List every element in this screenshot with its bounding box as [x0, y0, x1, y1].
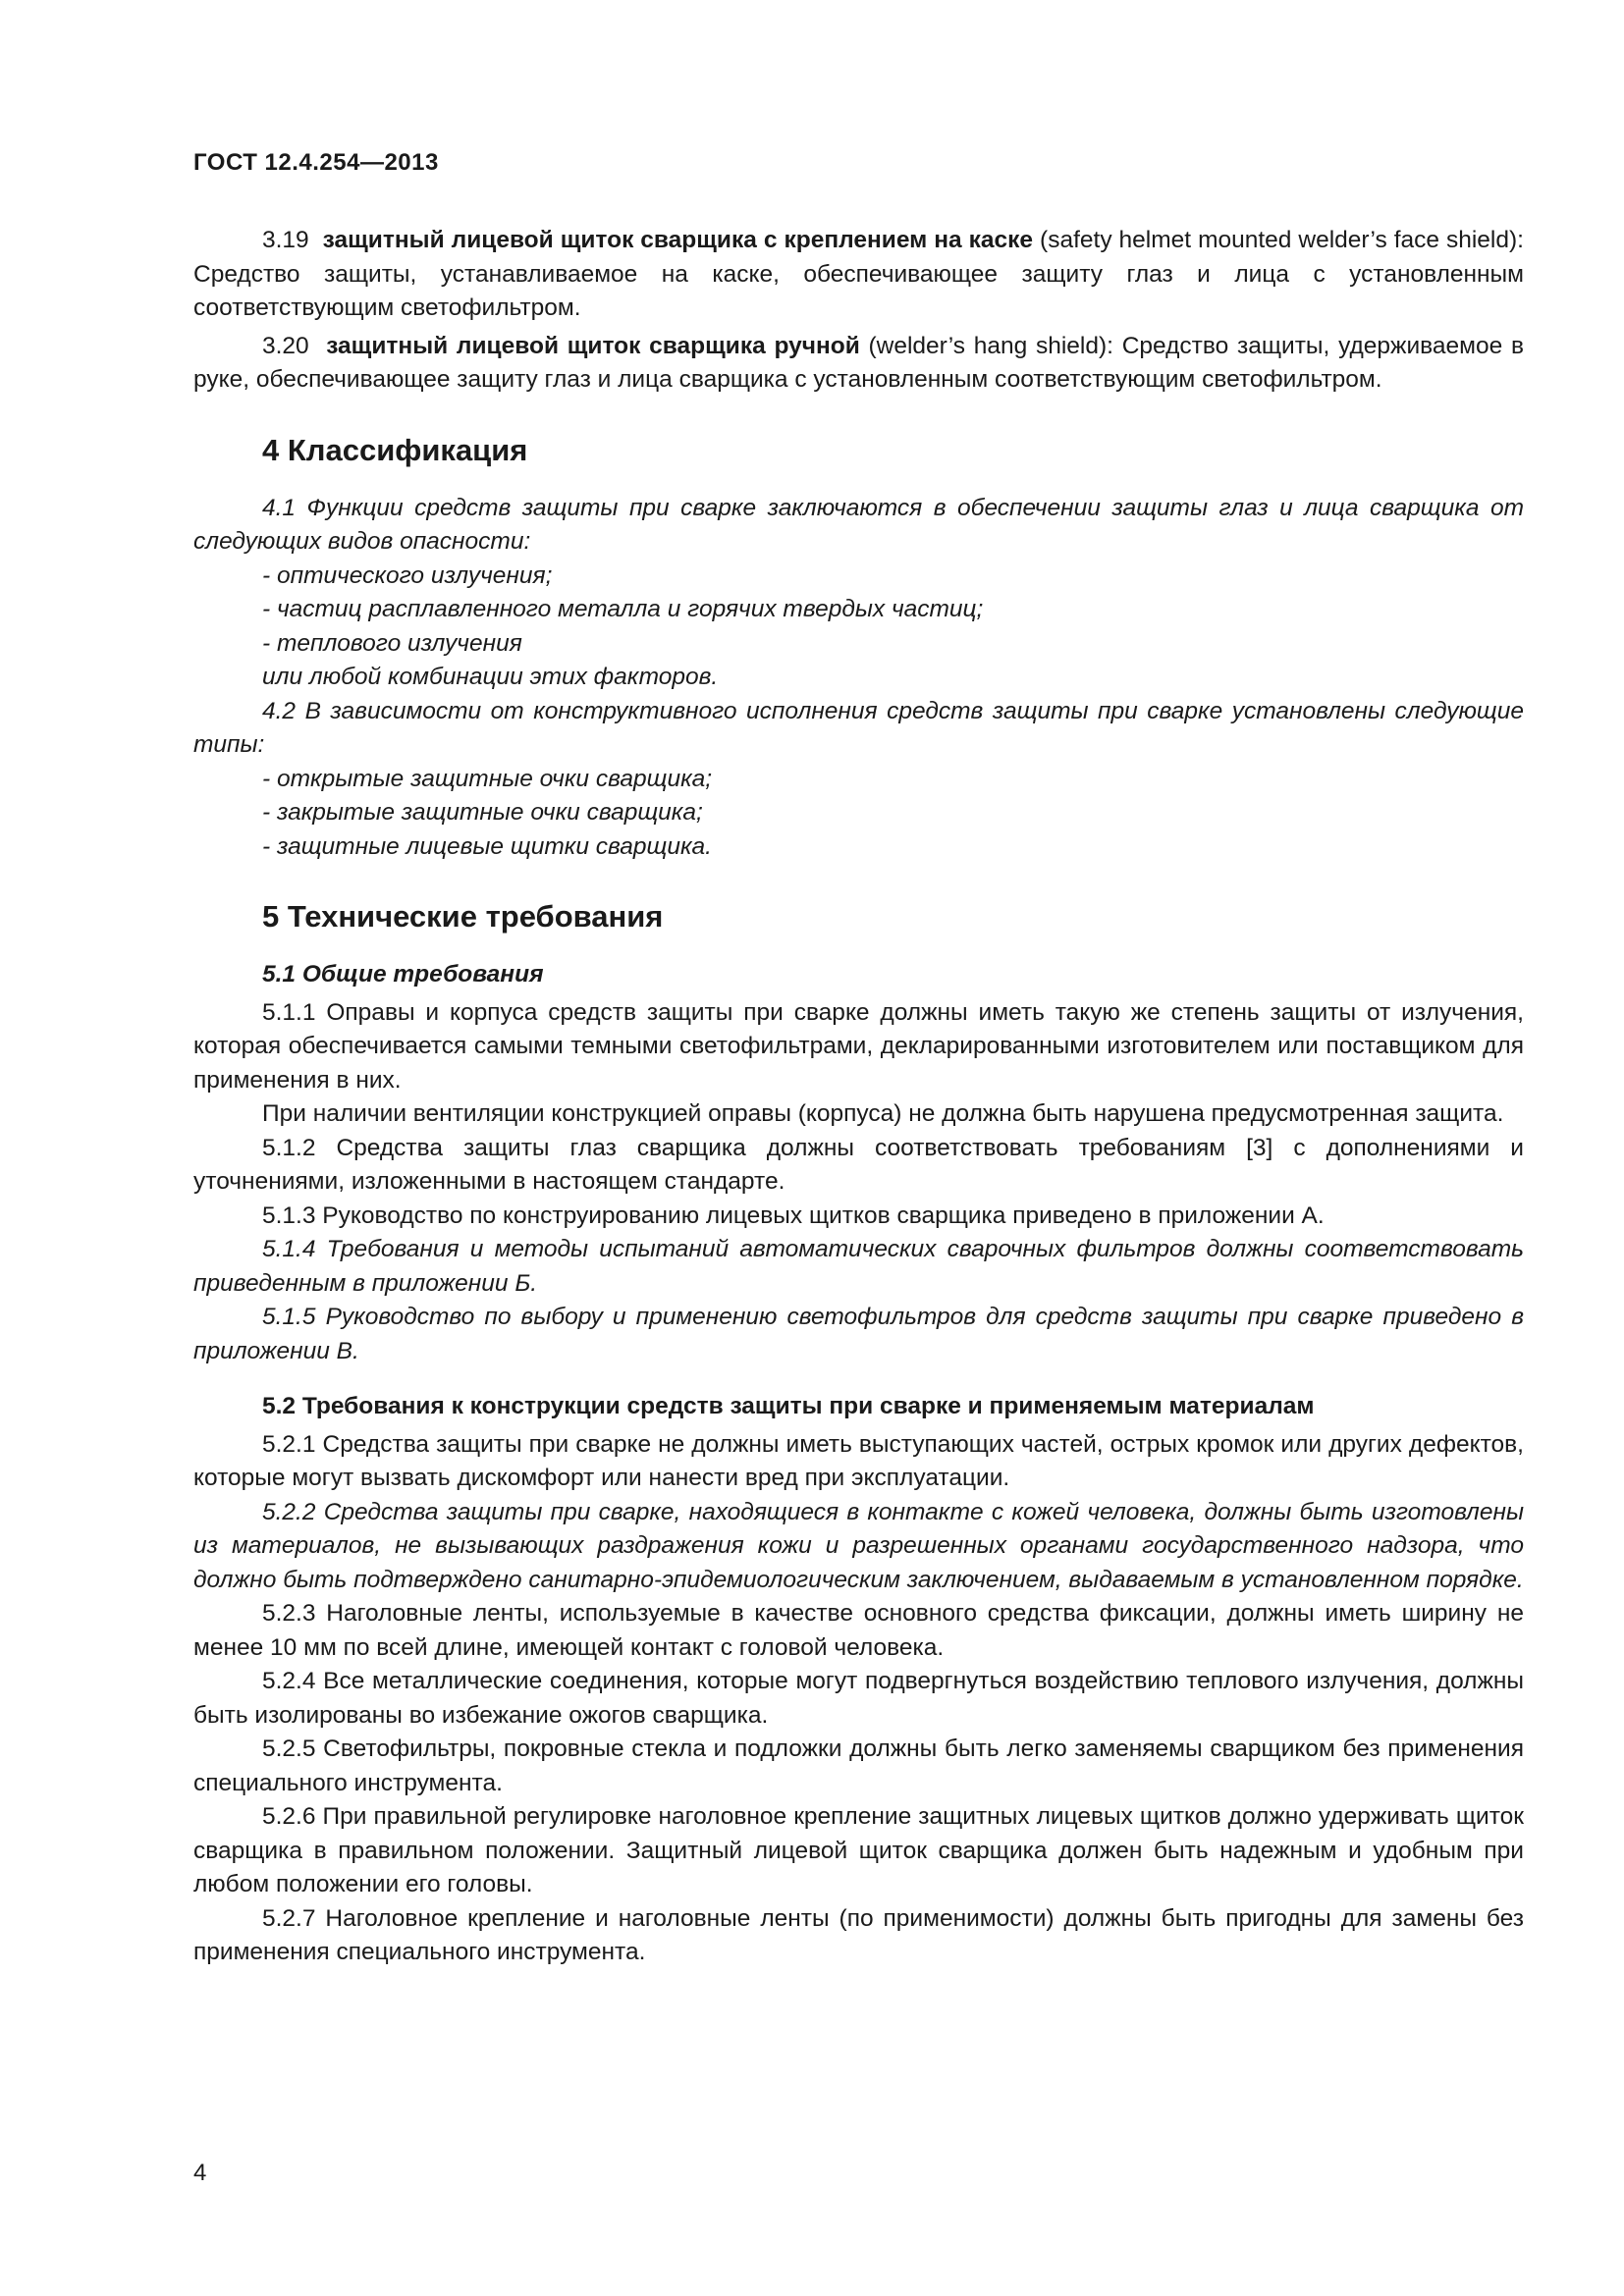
paragraph-5-1-1-continued: При наличии вентиляции конструкцией оправы (корпуса) не должна быть нарушена предусмотренная защита. — [262, 1100, 1504, 1127]
section-4-title: 4 Классификация — [262, 432, 528, 467]
list-item: или любой комбинации этих факторов. — [262, 664, 719, 690]
paragraph-5-1-3: 5.1.3 Руководство по конструированию лицевых щитков сварщика приведено в приложении А. — [262, 1201, 1325, 1229]
paragraph-5-2-7: 5.2.7 Наголовное крепление и наголовные ленты (по применимости) должны быть пригодны для замены без применения специального инструмента. — [193, 1904, 1524, 1965]
paragraph-4-2: 4.2 В зависимости от конструктивного исполнения средств защиты при сварке установлены следующие типы: — [193, 697, 1524, 758]
paragraph-4-1: 4.1 Функции средств защиты при сварке заключаются в обеспечении защиты глаз и лица сварщика от следующих видов опасности: — [193, 494, 1524, 555]
paragraph-5-2-1: 5.2.1 Средства защиты при сварке не должны иметь выступающих частей, острых кромок или других дефектов, которые могут вызвать дискомфорт или нанести вред при эксплуатации. — [193, 1430, 1524, 1491]
term-definition: (safety helmet mounted welder’s face shield): Средство защиты, устанавливаемое на каске, обеспечивающее защиту глаз и лица с установленным соответствующим светофильтром. — [193, 227, 1524, 321]
section-5-title: 5 Технические требования — [262, 899, 664, 934]
list-item: - теплового излучения — [262, 629, 522, 657]
paragraph-5-2-2: 5.2.2 Средства защиты при сварке, находящиеся в контакте с кожей человека, должны быть изготовлены из материалов, не вызывающих раздражения кожи и разрешенных органами государственного надзора, что должно быть подтверждено санитарно-эпидемиологическим заключением, выдаваемым в установленном порядке. — [193, 1498, 1524, 1593]
list-item: - открытые защитные очки сварщика; — [262, 765, 713, 792]
list-item: - защитные лицевые щитки сварщика. — [262, 832, 712, 860]
paragraph-5-2-4: 5.2.4 Все металлические соединения, которые могут подвергнуться воздействию теплового излучения, должны быть изолированы во избежание ожогов сварщика. — [193, 1668, 1524, 1729]
clause-number: 3.19 — [262, 227, 309, 253]
paragraph-5-2-5: 5.2.5 Светофильтры, покровные стекла и подложки должны быть легко заменяемы сварщиком без применения специального инструмента. — [193, 1735, 1524, 1796]
paragraph-5-2-3: 5.2.3 Наголовные ленты, используемые в качестве основного средства фиксации, должны иметь ширину не менее 10 мм по всей длине, имеющей контакт с головой человека. — [193, 1600, 1524, 1661]
paragraph-5-1-1: 5.1.1 Оправы и корпуса средств защиты при сварке должны иметь такую же степень защиты от излучения, которая обеспечивается самыми темными светофильтрами, декларированными изготовителем или поставщиком для применения в них. — [193, 998, 1524, 1094]
paragraph-5-1-4: 5.1.4 Требования и методы испытаний автоматических сварочных фильтров должны соответствовать приведенным в приложении Б. — [193, 1236, 1524, 1297]
term-definition: (welder’s hang shield): Средство защиты, удерживаемое в руке, обеспечивающее защиту глаз и лица сварщика с установленным соответствующим светофильтром. — [193, 332, 1524, 393]
clause-number: 3.20 — [262, 332, 309, 359]
clause-3-19 — [193, 224, 1524, 326]
document-body — [193, 224, 1524, 1970]
subsection-5-2-title: 5.2 Требования к конструкции средств защиты при сварке и применяемым материалам — [262, 1393, 1315, 1419]
subsection-5-1-title: 5.1 Общие требования — [262, 961, 544, 988]
paragraph-5-1-2: 5.1.2 Средства защиты глаз сварщика должны соответствовать требованиям [3] с дополнениями и уточнениями, изложенными в настоящем стандарте. — [193, 1134, 1524, 1195]
list-item: - частиц расплавленного металла и горячих твердых частиц; — [262, 596, 984, 622]
clause-3-20 — [193, 330, 1524, 398]
list-item: - закрытые защитные очки сварщика; — [262, 799, 703, 826]
paragraph-5-2-6: 5.2.6 При правильной регулировке наголовное крепление защитных лицевых щитков должно удерживать щиток сварщика в правильном положении. Защитный лицевой щиток сварщика должен быть надежным и удобным при любом положении его головы. — [193, 1803, 1524, 1897]
term-heading: защитный лицевой щиток сварщика с креплением на каске — [322, 227, 1034, 253]
page-number: 4 — [193, 2160, 207, 2186]
paragraph-5-1-5: 5.1.5 Руководство по выбору и применению светофильтров для средств защиты при сварке приведено в приложении В. — [193, 1304, 1524, 1364]
list-item: - оптического излучения; — [262, 561, 553, 589]
term-heading: защитный лицевой щиток сварщика ручной — [326, 332, 860, 359]
document-id-header: ГОСТ 12.4.254—2013 — [193, 149, 439, 176]
